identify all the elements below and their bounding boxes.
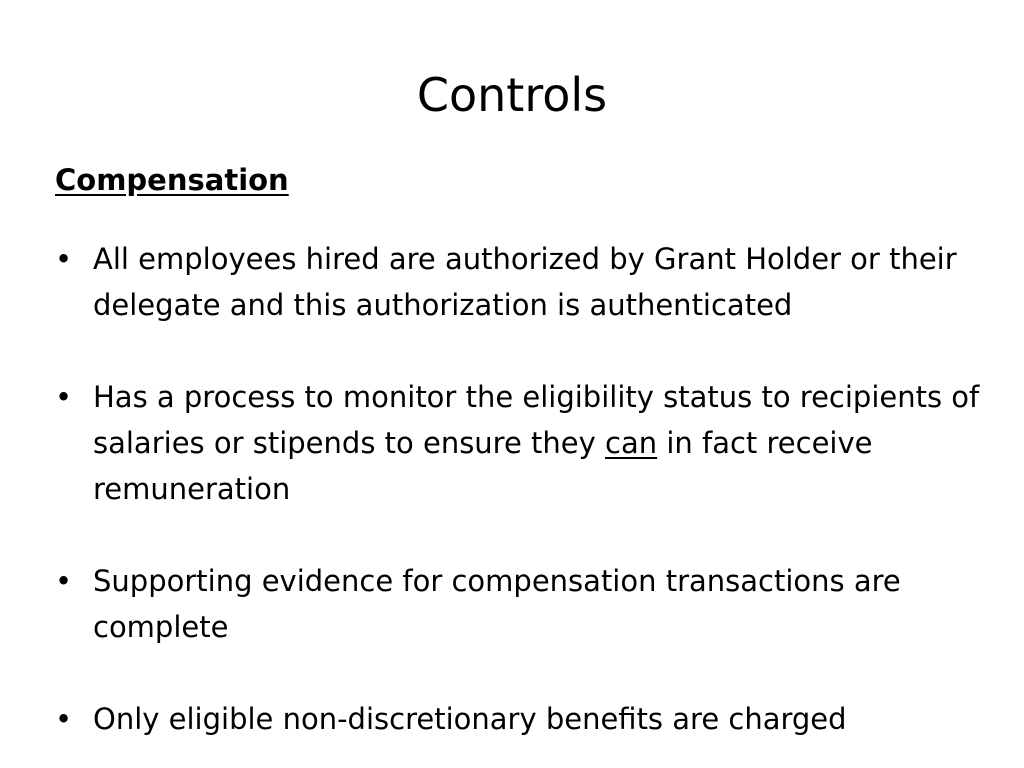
bullet-list (55, 236, 985, 742)
bullet-icon: • (55, 380, 73, 414)
bullet-text-start: Has a process to monitor the eligibility status to recipients of salaries or stipends to ensure they (93, 380, 980, 460)
bullet-text-end: in fact receive remuneration (93, 426, 873, 506)
bullet-text-underlined: can (605, 426, 658, 460)
bullet-text: All employees hired are authorized by Grant Holder or their delegate and this authorization is authenticated (93, 242, 957, 322)
bullet-item-1 (55, 236, 985, 328)
slide-title: Controls (416, 68, 608, 122)
bullet-item-3 (55, 558, 985, 650)
bullet-icon: • (55, 702, 73, 736)
bullet-text: Supporting evidence for compensation transactions are complete (93, 564, 901, 644)
section-heading: Compensation (55, 163, 289, 197)
bullet-icon: • (55, 242, 73, 276)
bullet-item-4 (55, 696, 985, 742)
bullet-item-2 (55, 374, 985, 512)
bullet-icon: • (55, 564, 73, 598)
bullet-text: Only eligible non-discretionary benefits are charged (93, 702, 847, 736)
